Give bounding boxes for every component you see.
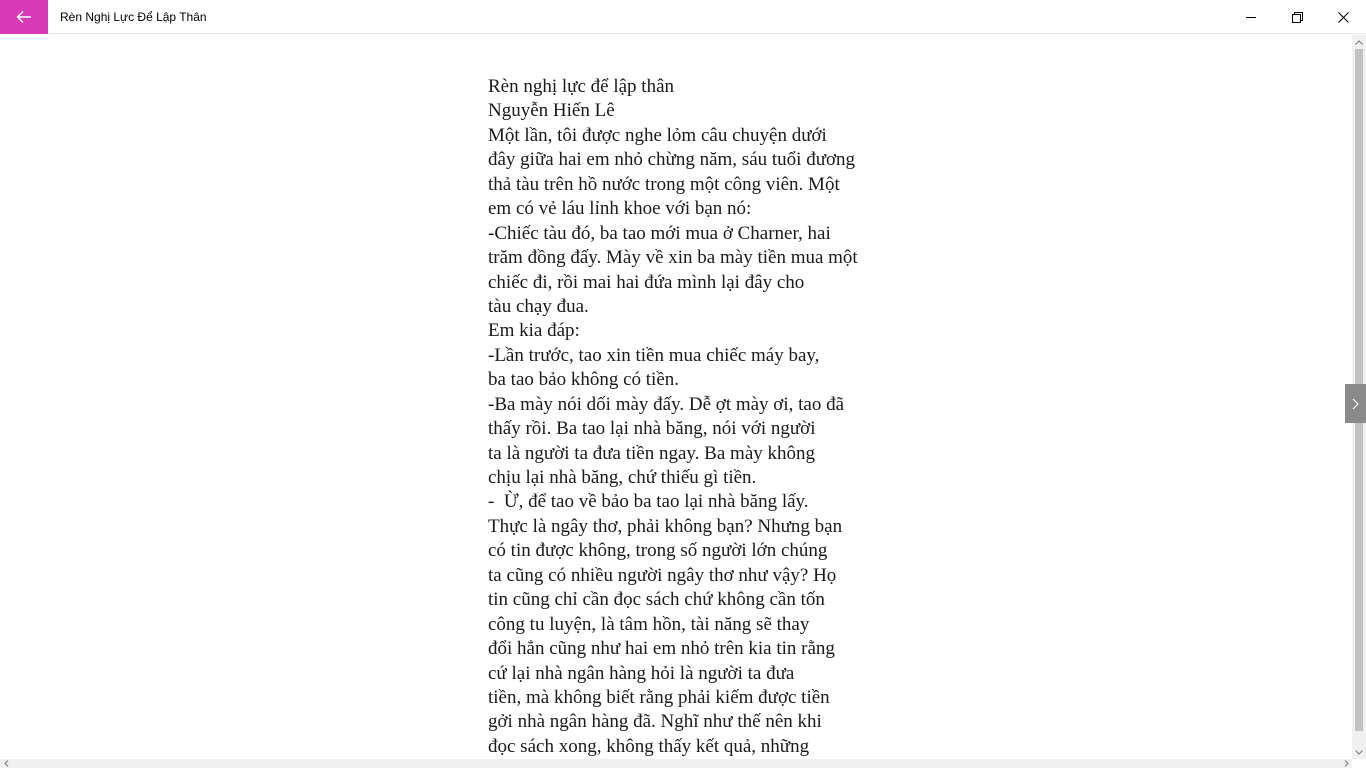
text-line: - Ừ, để tao về bảo ba tao lại nhà băng lấy. bbox=[488, 491, 809, 513]
text-line: ba tao bảo không có tiền. bbox=[488, 369, 680, 391]
text-line: Một lần, tôi được nghe lỏm câu chuyện dưới bbox=[488, 124, 827, 146]
back-arrow-icon bbox=[16, 10, 32, 24]
text-line: tin cũng chỉ cần đọc sách chứ không cần tốn bbox=[488, 589, 825, 611]
text-line: cứ lại nhà ngân hàng hỏi là người ta đưa bbox=[488, 662, 795, 684]
title-bar bbox=[0, 0, 1366, 34]
text-line: Thực là ngây thơ, phải không bạn? Nhưng bạn bbox=[488, 515, 843, 537]
scroll-right-button[interactable] bbox=[1340, 759, 1352, 768]
text-line: tàu chạy đua. bbox=[488, 295, 589, 317]
text-line: chiếc đi, rồi mai hai đứa mình lại đây cho bbox=[488, 271, 805, 293]
text-line: Em kia đáp: bbox=[488, 320, 580, 342]
minimize-button[interactable] bbox=[1228, 0, 1274, 34]
minimize-icon bbox=[1246, 12, 1256, 22]
text-line: công tu luyện, là tâm hồn, tài năng sẽ thay bbox=[488, 613, 810, 635]
text-line: đây giữa hai em nhỏ chừng năm, sáu tuổi đương bbox=[488, 149, 856, 171]
text-line: thả tàu trên hồ nước trong một công viên. Một bbox=[488, 173, 840, 195]
close-icon bbox=[1338, 12, 1349, 23]
text-line: chịu lại nhà băng, chứ thiếu gì tiền. bbox=[488, 467, 757, 488]
text-line: gởi nhà ngân hàng đã. Nghĩ như thế nên khi bbox=[488, 711, 822, 733]
text-line: -Chiếc tàu đó, ba tao mới mua ở Charner, hai bbox=[488, 222, 831, 244]
chevron-right-icon bbox=[1352, 398, 1359, 410]
text-line: ta cũng có nhiều người ngây thơ như vậy? Họ bbox=[488, 564, 837, 586]
text-line: thấy rồi. Ba tao lại nhà băng, nói với người bbox=[488, 418, 816, 440]
app-title: Rèn Nghị Lực Để Lập Thân bbox=[60, 10, 207, 24]
text-line: Nguyễn Hiến Lê bbox=[488, 100, 615, 122]
scroll-left-button[interactable] bbox=[0, 759, 12, 768]
book-reader-area[interactable] bbox=[0, 35, 1352, 759]
scroll-up-button[interactable] bbox=[1352, 35, 1366, 49]
text-line: em có vẻ láu lỉnh khoe với bạn nó: bbox=[488, 198, 752, 220]
restore-icon bbox=[1292, 12, 1303, 23]
chevron-up-icon bbox=[1355, 40, 1363, 45]
chevron-down-icon bbox=[1355, 750, 1363, 755]
close-button[interactable] bbox=[1320, 0, 1366, 34]
text-line: Rèn nghị lực để lập thân bbox=[488, 76, 675, 97]
text-line: trăm đồng đấy. Mày về xin ba mày tiền mua một bbox=[488, 247, 858, 269]
chevron-right-small-icon bbox=[1344, 760, 1349, 767]
restore-button[interactable] bbox=[1274, 0, 1320, 34]
next-page-button[interactable] bbox=[1345, 384, 1366, 423]
text-line: đổi hẳn cũng như hai em nhỏ trên kia tin rằng bbox=[488, 638, 835, 660]
text-line: tiền, mà không biết rằng phải kiếm được tiền bbox=[488, 686, 830, 708]
text-line: đọc sách xong, không thấy kết quả, những bbox=[488, 735, 810, 757]
back-button[interactable] bbox=[0, 0, 48, 34]
text-line: ta là người ta đưa tiền ngay. Ba mày không bbox=[488, 442, 815, 464]
text-line: -Lần trước, tao xin tiền mua chiếc máy bay, bbox=[488, 344, 820, 366]
text-line: -Ba mày nói dối mày đấy. Dễ ợt mày ơi, tao đã bbox=[488, 393, 845, 415]
book-text bbox=[488, 75, 908, 759]
chevron-left-icon bbox=[4, 760, 9, 767]
text-line: có tin được không, trong số người lớn chúng bbox=[488, 540, 828, 562]
scroll-down-button[interactable] bbox=[1352, 745, 1366, 759]
horizontal-scrollbar[interactable] bbox=[0, 759, 1352, 768]
